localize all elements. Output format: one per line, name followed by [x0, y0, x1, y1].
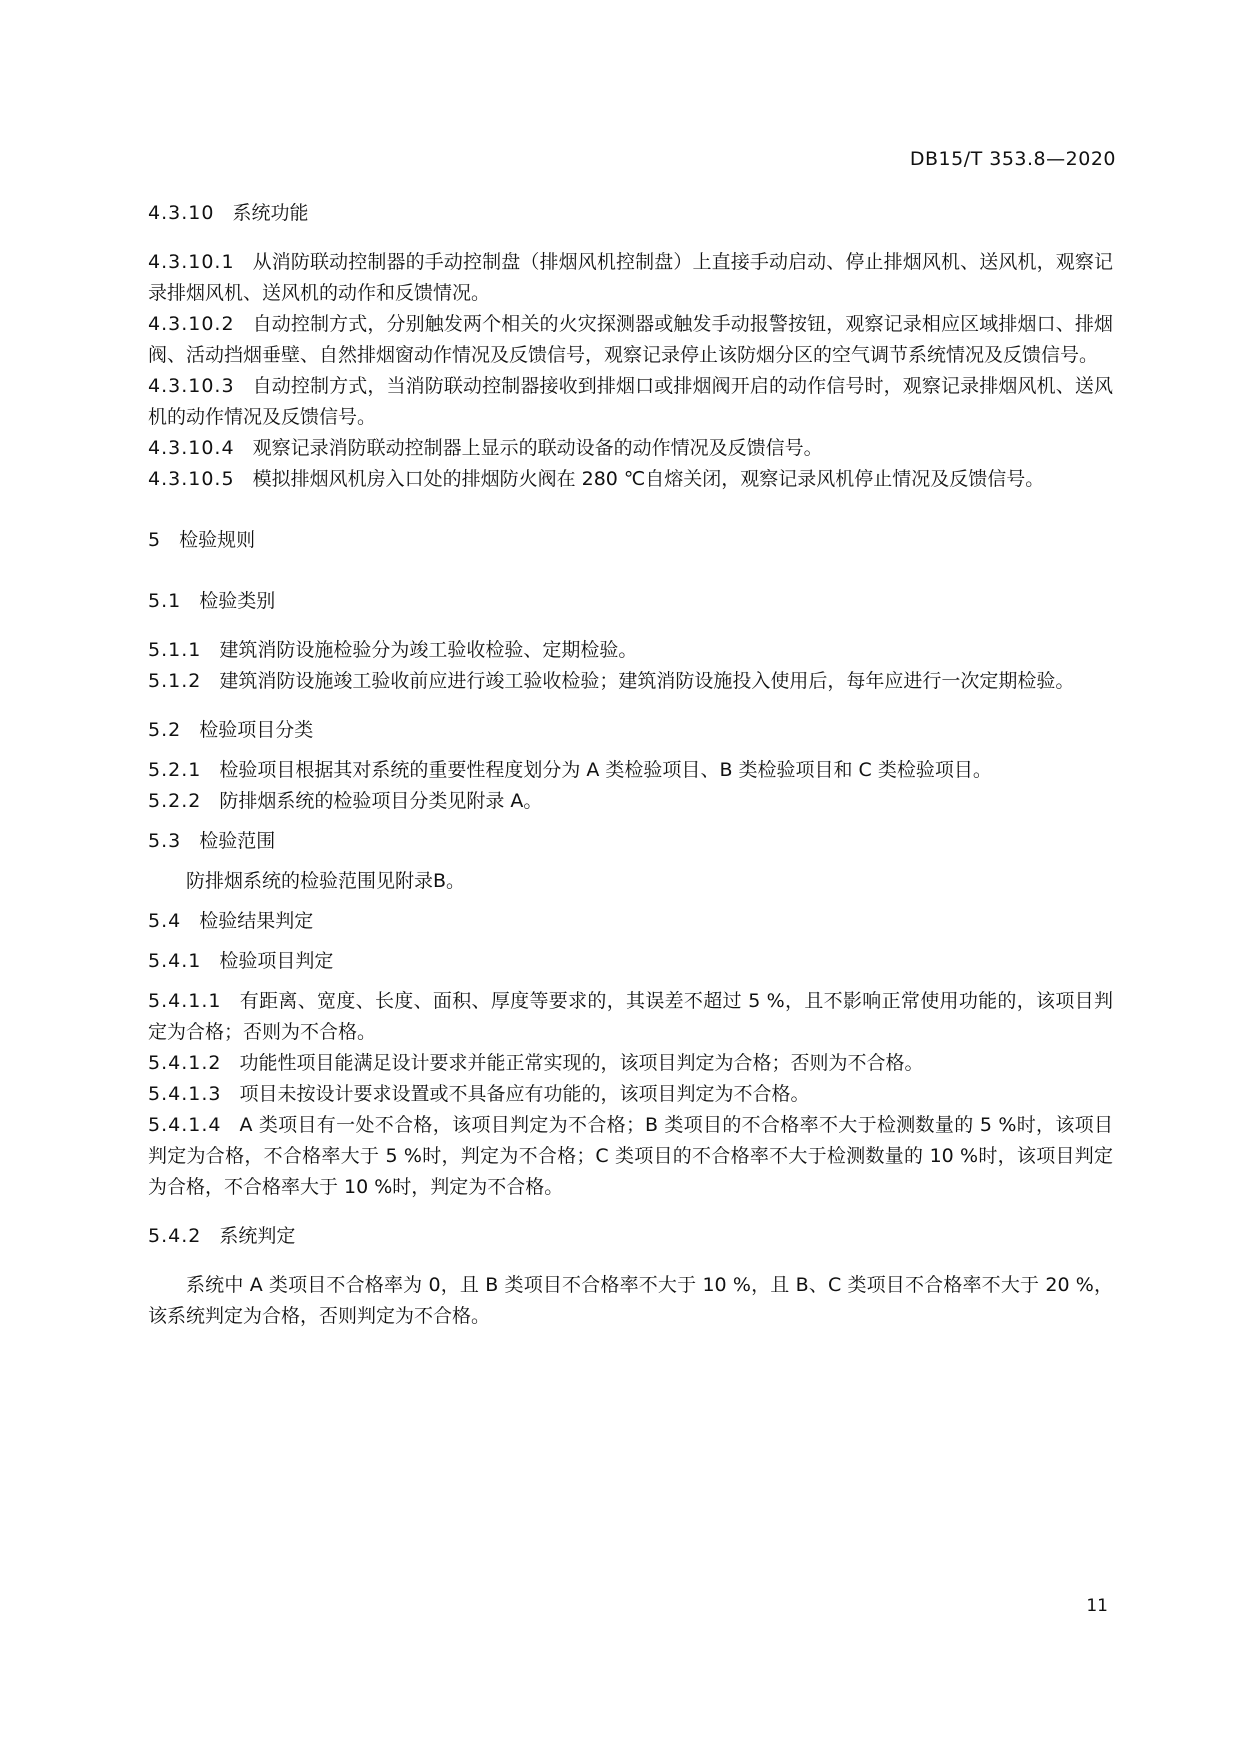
section-title: 检验类别: [199, 590, 276, 612]
clause-text: 自动控制方式，当消防联动控制器接收到排烟口或排烟阀开启的动作信号时，观察记录排烟风机、送风机的动作情况及反馈信号。: [148, 375, 1113, 428]
clause-number: 5.1.1: [148, 639, 202, 661]
paragraph-5-3: [148, 866, 1113, 897]
clause-text: 自动控制方式，分别触发两个相关的火灾探测器或触发手动报警按钮，观察记录相应区域排烟口、排烟阀、活动挡烟垂壁、自然排烟窗动作情况及反馈信号，观察记录停止该防烟分区的空气调节系统情况及反馈信号。: [148, 313, 1113, 366]
section-title: 系统功能: [232, 202, 309, 224]
clause-5-1-2: [148, 666, 1113, 697]
clause-number: 5.4.1.1: [148, 990, 222, 1012]
clause-4-3-10-1: [148, 247, 1113, 309]
clause-number: 5.4.1.4: [148, 1114, 222, 1136]
clause-4-3-10-5: [148, 464, 1113, 495]
clause-number: 4.3.10.2: [148, 313, 235, 335]
paragraph-text: 防排烟系统的检验范围见附录B。: [186, 870, 466, 892]
clause-number: 5.1.2: [148, 670, 202, 692]
section-heading-4-3-10: [148, 198, 1113, 229]
section-title: 系统判定: [219, 1225, 296, 1247]
section-title: 检验范围: [199, 830, 276, 852]
clause-text: 建筑消防设施竣工验收前应进行竣工验收检验；建筑消防设施投入使用后，每年应进行一次定期检验。: [219, 670, 1075, 692]
clause-number: 5.4.1.2: [148, 1052, 222, 1074]
clause-number: 4.3.10.3: [148, 375, 235, 397]
clause-text: 观察记录消防联动控制器上显示的联动设备的动作情况及反馈信号。: [252, 437, 823, 459]
section-number: 4.3.10: [148, 202, 215, 224]
clause-5-4-1-4: [148, 1110, 1113, 1203]
clause-text: 项目未按设计要求设置或不具备应有功能的，该项目判定为不合格。: [239, 1083, 810, 1105]
paragraph-text: 系统中 A 类项目不合格率为 0，且 B 类项目不合格率不大于 10 %，且 B、C 类项目不合格率不大于 20 %，该系统判定为合格，否则判定为不合格。: [148, 1274, 1113, 1327]
clause-5-2-1: [148, 755, 1113, 786]
section-title: 检验项目判定: [219, 950, 334, 972]
clause-text: 建筑消防设施检验分为竣工验收检验、定期检验。: [219, 639, 638, 661]
clause-number: 5.4.1.3: [148, 1083, 222, 1105]
section-number: 5.1: [148, 590, 182, 612]
section-number: 5.4.2: [148, 1225, 202, 1247]
standard-code: DB15/T 353.8—2020: [909, 148, 1116, 170]
section-number: 5.4: [148, 910, 182, 932]
paragraph-5-4-2: [148, 1270, 1113, 1332]
chapter-number: 5: [148, 529, 162, 551]
clause-5-4-1-1: [148, 986, 1113, 1048]
section-heading-5-3: [148, 826, 1113, 857]
section-heading-5-4-1: [148, 946, 1113, 977]
clause-number: 4.3.10.1: [148, 251, 235, 273]
clause-4-3-10-2: [148, 309, 1113, 371]
clause-4-3-10-3: [148, 371, 1113, 433]
chapter-heading-5: [148, 525, 1113, 556]
clause-5-1-1: [148, 635, 1113, 666]
clause-text: 防排烟系统的检验项目分类见附录 A。: [219, 790, 543, 812]
clause-number: 5.2.2: [148, 790, 202, 812]
section-heading-5-4-2: [148, 1221, 1113, 1252]
clause-text: A 类项目有一处不合格，该项目判定为不合格；B 类项目的不合格率不大于检测数量的 5 %时，该项目判定为合格，不合格率大于 5 %时，判定为不合格；C 类项目的不合格率不大于检测数量的 10 %时，该项目判定为合格，不合格率大于 10 %时，判定为不合格。: [148, 1114, 1113, 1198]
section-heading-5-4: [148, 906, 1113, 937]
section-number: 5.4.1: [148, 950, 202, 972]
clause-5-4-1-2: [148, 1048, 1113, 1079]
section-heading-5-2: [148, 715, 1113, 746]
section-title: 检验结果判定: [199, 910, 314, 932]
section-heading-5-1: [148, 586, 1113, 617]
document-body: [148, 198, 1113, 1332]
page-number: 11: [1086, 1596, 1108, 1616]
section-title: 检验项目分类: [199, 719, 314, 741]
clause-5-2-2: [148, 786, 1113, 817]
clause-number: 4.3.10.4: [148, 437, 235, 459]
clause-number: 4.3.10.5: [148, 468, 235, 490]
clause-text: 检验项目根据其对系统的重要性程度划分为 A 类检验项目、B 类检验项目和 C 类检验项目。: [219, 759, 992, 781]
clause-text: 有距离、宽度、长度、面积、厚度等要求的，其误差不超过 5 %，且不影响正常使用功能的，该项目判定为合格；否则为不合格。: [148, 990, 1113, 1043]
section-number: 5.3: [148, 830, 182, 852]
clause-text: 从消防联动控制器的手动控制盘（排烟风机控制盘）上直接手动启动、停止排烟风机、送风机，观察记录排烟风机、送风机的动作和反馈情况。: [148, 251, 1113, 304]
clause-text: 模拟排烟风机房入口处的排烟防火阀在 280 ℃自熔关闭，观察记录风机停止情况及反馈信号。: [252, 468, 1045, 490]
clause-number: 5.2.1: [148, 759, 202, 781]
clause-5-4-1-3: [148, 1079, 1113, 1110]
section-number: 5.2: [148, 719, 182, 741]
chapter-title: 检验规则: [179, 529, 256, 551]
clause-4-3-10-4: [148, 433, 1113, 464]
clause-text: 功能性项目能满足设计要求并能正常实现的，该项目判定为合格；否则为不合格。: [239, 1052, 924, 1074]
